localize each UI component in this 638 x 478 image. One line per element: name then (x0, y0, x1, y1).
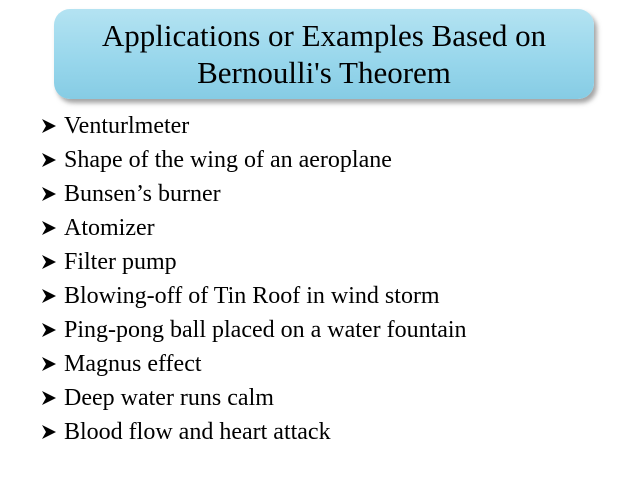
list-item-text: Bunsen’s burner (64, 180, 221, 207)
list-item-text: Atomizer (64, 214, 155, 241)
list-item-text: Magnus effect (64, 350, 202, 377)
title-box (54, 9, 594, 99)
arrowhead-bullet-icon (40, 352, 60, 376)
arrowhead-bullet-icon (40, 148, 60, 172)
list-item (40, 211, 467, 245)
list-item-text: Filter pump (64, 248, 177, 275)
list-item (40, 245, 467, 279)
arrowhead-bullet-icon (40, 420, 60, 444)
slide-title (102, 17, 546, 91)
list-item (40, 109, 467, 143)
list-item (40, 347, 467, 381)
list-item (40, 177, 467, 211)
title-line-1: Applications or Examples Based on (101, 18, 547, 53)
bullet-list (40, 109, 467, 449)
list-item (40, 143, 467, 177)
arrowhead-bullet-icon (40, 114, 60, 138)
list-item (40, 279, 467, 313)
arrowhead-bullet-icon (40, 250, 60, 274)
title-line-2: Bernoulli's Theorem (197, 55, 451, 90)
list-item-text: Blood flow and heart attack (64, 418, 331, 445)
list-item-text: Blowing-off of Tin Roof in wind storm (64, 282, 440, 309)
arrowhead-bullet-icon (40, 216, 60, 240)
list-item (40, 415, 467, 449)
list-item-text: Venturlmeter (64, 112, 190, 139)
arrowhead-bullet-icon (40, 182, 60, 206)
arrowhead-bullet-icon (40, 284, 60, 308)
list-item (40, 381, 467, 415)
list-item-text: Shape of the wing of an aeroplane (64, 146, 392, 173)
list-item-text: Deep water runs calm (64, 384, 274, 411)
list-item-text: Ping-pong ball placed on a water fountain (64, 316, 467, 343)
list-item (40, 313, 467, 347)
arrowhead-bullet-icon (40, 386, 60, 410)
arrowhead-bullet-icon (40, 318, 60, 342)
